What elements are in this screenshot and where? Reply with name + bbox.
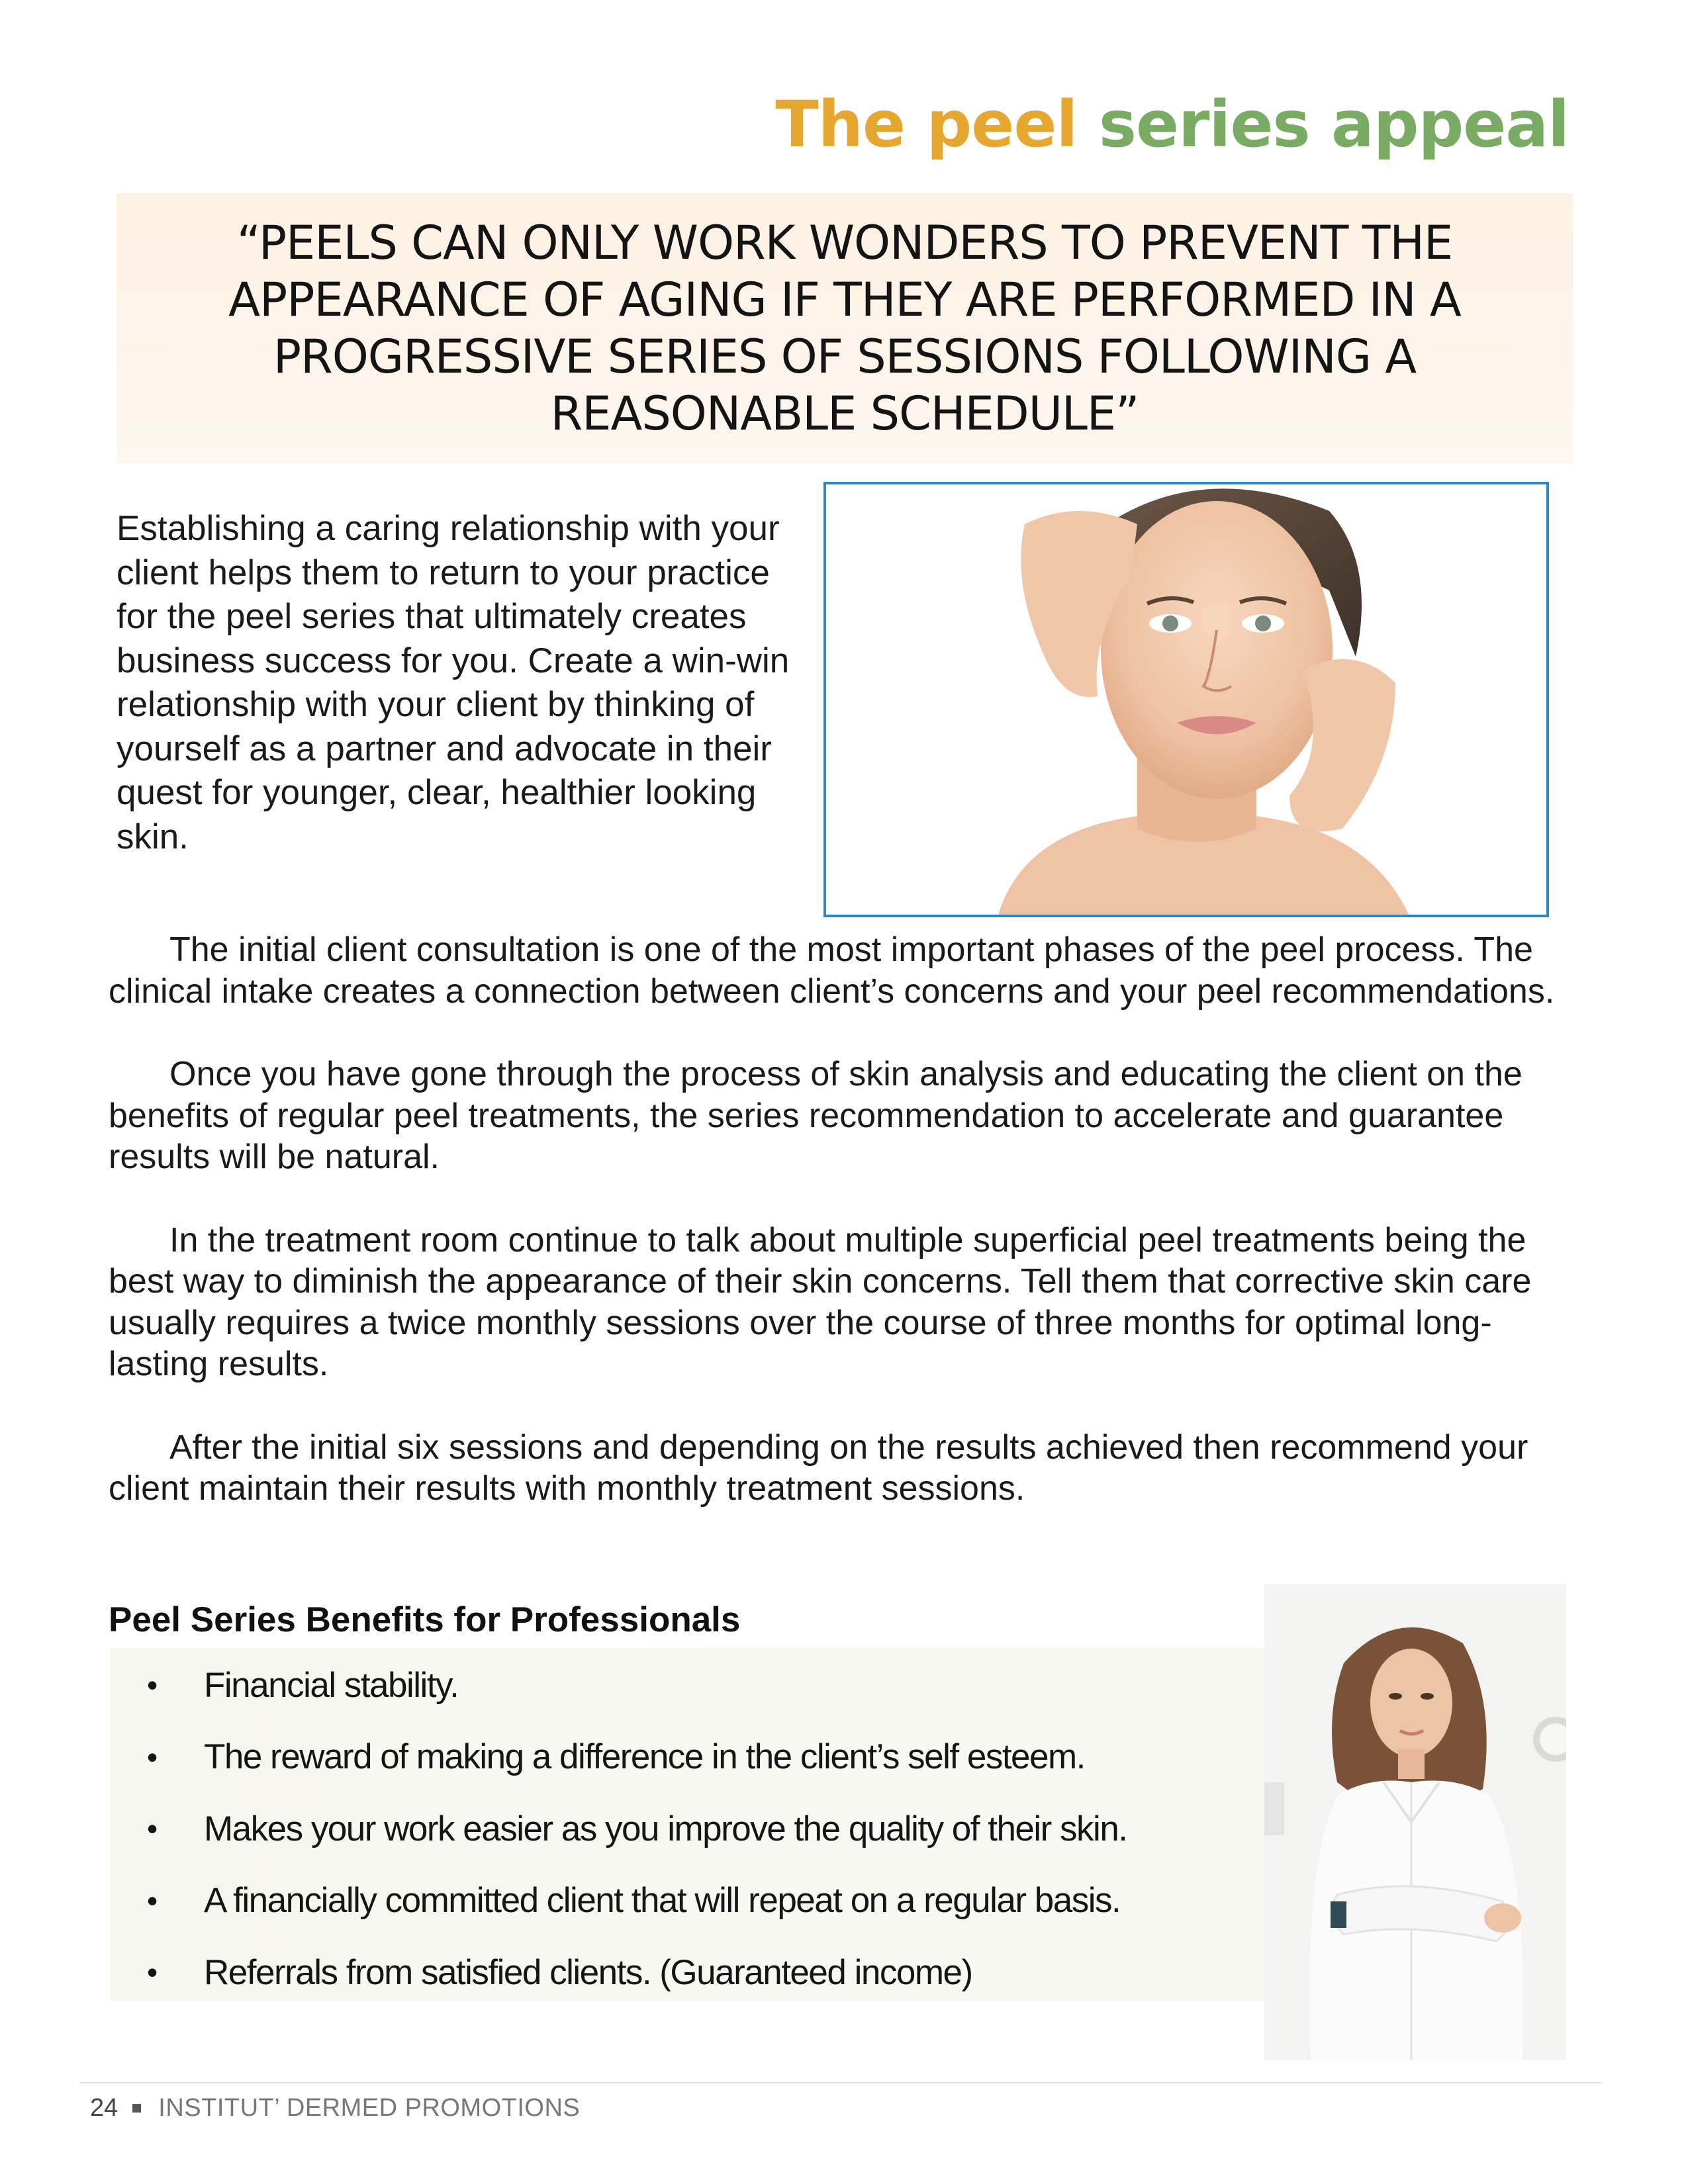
- skincare-professional-photo: [1264, 1584, 1566, 2060]
- benefit-text: Referrals from satisfied clients. (Guaranteed income): [204, 1952, 972, 1992]
- body-paragraph: After the initial six sessions and depending on the results achieved then recommend your client maintain their results with monthly treatment sessions.: [109, 1428, 1528, 1508]
- footer-divider: [79, 2082, 1602, 2083]
- benefit-text: Makes your work easier as you improve the quality of their skin.: [204, 1809, 1127, 1848]
- list-item: [147, 1936, 1272, 2009]
- pull-quote-text: “PEELS CAN ONLY WORK WONDERS TO PREVENT THE APPEARANCE OF AGING IF THEY ARE PERFORMED IN A PROGRESSIVE SERIES OF SESSIONS FOLLOWING A REASONABLE SCHEDULE”: [228, 216, 1461, 441]
- intro-paragraph: Establishing a caring relationship with your client helps them to return to your practice for the peel series that ultimately creates business success for you. Create a win-win relationship with your client by thinking of yourself as a partner and advocate in their quest for younger, clear, healthier looking skin.: [117, 509, 790, 856]
- bullet-icon: •: [147, 1955, 158, 1990]
- publication-name: INSTITUT’ DERMED PROMOTIONS: [158, 2094, 581, 2122]
- body-paragraph: Once you have gone through the process of skin analysis and educating the client on the benefits of regular peel treatments, the series recommendation to accelerate and guarantee results will be natural.: [109, 1055, 1523, 1176]
- bullet-icon: •: [147, 1883, 158, 1918]
- bullet-icon: •: [147, 1668, 158, 1703]
- pull-quote-box: [117, 193, 1573, 463]
- square-separator-icon: [132, 2104, 141, 2113]
- body-paragraph: The initial client consultation is one of the most important phases of the peel process. The clinical intake creates a connection between client’s concerns and your peel recommendations.: [109, 931, 1555, 1011]
- page-number: 24: [90, 2094, 118, 2122]
- benefit-text: A financially committed client that will repeat on a regular basis.: [204, 1881, 1121, 1921]
- benefits-list: [147, 1649, 1272, 2009]
- woman-face-illustration: [826, 484, 1546, 915]
- body-text: [109, 929, 1589, 1551]
- benefit-text: The reward of making a difference in the client’s self esteem.: [204, 1737, 1085, 1777]
- list-item: [147, 1721, 1272, 1794]
- bullet-icon: •: [147, 1739, 158, 1774]
- bullet-icon: •: [147, 1811, 158, 1846]
- page-title: [775, 85, 1569, 164]
- woman-face-photo: [823, 482, 1549, 917]
- benefit-text: Financial stability.: [204, 1665, 459, 1705]
- page-footer: [90, 2091, 580, 2124]
- list-item: [147, 1793, 1272, 1865]
- page-title-part-1: The peel: [775, 87, 1078, 161]
- benefits-heading: Peel Series Benefits for Professionals: [109, 1600, 741, 1639]
- list-item: [147, 1865, 1272, 1937]
- body-paragraph: In the treatment room continue to talk about multiple superficial peel treatments being the best way to diminish the appearance of their skin concerns. Tell them that corrective skin care usually requires a twice monthly sessions over the course of three months for optimal long-lasting results.: [109, 1220, 1532, 1383]
- professional-illustration: [1264, 1584, 1566, 2060]
- list-item: [147, 1649, 1272, 1721]
- page-title-part-2: series appeal: [1098, 87, 1569, 161]
